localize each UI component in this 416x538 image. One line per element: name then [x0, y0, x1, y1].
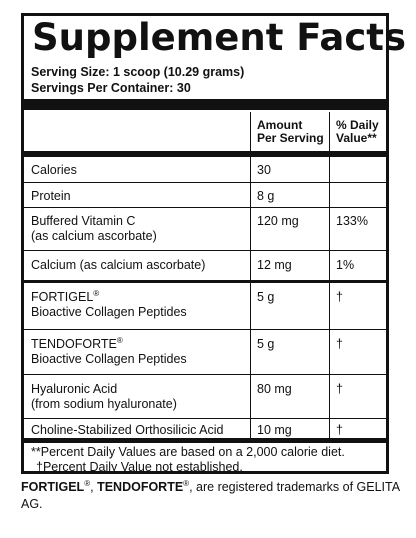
nutrient-source: (from sodium hyaluronate)	[31, 397, 177, 411]
table-row	[24, 329, 386, 375]
table-row	[24, 418, 386, 439]
nutrient-amount: 5 g	[257, 290, 275, 304]
table-row	[24, 280, 386, 330]
nutrient-name: Protein	[31, 189, 71, 203]
brand-fortigel: FORTIGEL	[21, 480, 85, 494]
nutrient-name: Calcium (as calcium ascorbate)	[31, 258, 206, 272]
table-row	[24, 374, 386, 419]
nutrient-amount: 8 g	[257, 189, 275, 203]
nutrient-dv: †	[336, 382, 343, 396]
nutrient-name: Choline-Stabilized Orthosilicic Acid	[31, 423, 224, 437]
nutrient-amount: 120 mg	[257, 214, 299, 228]
nutrient-source: Bioactive Collagen Peptides	[31, 352, 187, 366]
nutrient-dv: 1%	[336, 258, 355, 272]
nutrient-amount: 10 mg	[257, 423, 292, 437]
serving-info	[31, 64, 244, 96]
nutrient-name: FORTIGEL®	[31, 288, 100, 304]
brand-tendoforte: TENDOFORTE	[97, 480, 184, 494]
nutrient-dv: †	[336, 423, 343, 437]
trademark-notice: FORTIGEL®, TENDOFORTE®, are registered trademarks of GELITA AG.	[21, 478, 400, 511]
daily-value-header: % Daily Value**	[336, 118, 379, 145]
nutrient-dv: †	[336, 290, 343, 304]
table-row	[24, 250, 386, 281]
nutrient-name: TENDOFORTE®	[31, 335, 123, 351]
nutrient-amount: 80 mg	[257, 382, 292, 396]
nutrient-source: (as calcium ascorbate)	[31, 229, 157, 243]
nutrient-amount: 30	[257, 163, 271, 177]
nutrient-name: Buffered Vitamin C	[31, 214, 136, 228]
nutrient-name: Calories	[31, 163, 77, 177]
panel-title: Supplement Facts	[32, 16, 407, 59]
trademark-text: , are registered trademarks of GELITA AG.	[21, 480, 400, 511]
table-row	[24, 207, 386, 251]
amount-header: Amount Per Serving	[257, 118, 324, 145]
servings-per-container: Servings Per Container: 30	[31, 81, 191, 95]
nutrient-amount: 12 mg	[257, 258, 292, 272]
serving-size: Serving Size: 1 scoop (10.29 grams)	[31, 65, 245, 79]
nutrient-dv: 133%	[336, 214, 368, 228]
nutrient-name: Hyaluronic Acid	[31, 382, 118, 396]
supplement-facts-panel	[21, 13, 407, 474]
table-row	[24, 157, 386, 182]
dagger-footnote: †Percent Daily Value not established.	[36, 460, 243, 474]
registered-mark: ®	[116, 335, 123, 345]
registered-mark: ®	[93, 288, 100, 298]
footnote-divider	[24, 438, 386, 443]
nutrient-source: Bioactive Collagen Peptides	[31, 305, 187, 319]
daily-value-footnote: **Percent Daily Values are based on a 2,000 calorie diet.	[31, 445, 345, 459]
thick-divider	[24, 99, 386, 110]
nutrient-amount: 5 g	[257, 337, 275, 351]
table-row	[24, 182, 386, 208]
nutrient-dv: †	[336, 337, 343, 351]
